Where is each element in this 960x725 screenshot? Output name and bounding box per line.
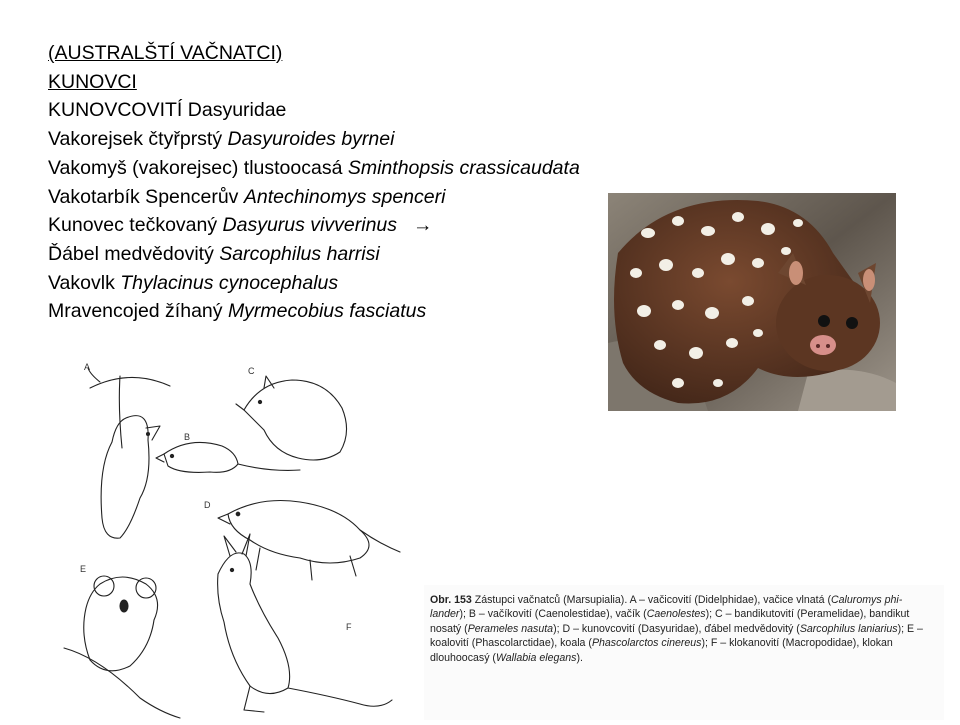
species-latin-name: Dasyuroides byrnei (227, 128, 395, 151)
caption-latin: Wallabia elegans (495, 651, 577, 664)
marsupial-line-art (60, 348, 422, 720)
species-czech-name: Vakotarbík Spencerův (48, 185, 239, 208)
quoll-photo (608, 193, 896, 411)
heading-australian-marsupials: (AUSTRALŠTÍ VAČNATCI) (48, 42, 283, 64)
species-latin-name: Antechinomys spenceri (243, 185, 446, 208)
caption-latin: Caenolestes (646, 608, 706, 621)
species-czech-name: Vakorejsek čtyřprstý (48, 128, 223, 151)
marsupial-drawings (60, 348, 422, 720)
species-item (48, 269, 580, 298)
species-latin-name: Thylacinus cynocephalus (120, 271, 339, 294)
species-czech-name: Kunovec tečkovaný (48, 214, 218, 237)
drawing-label-e: E (80, 564, 87, 574)
species-item (48, 154, 580, 183)
species-czech-name: Mravencojed žíhaný (48, 300, 223, 323)
species-item (48, 125, 580, 154)
species-item (48, 211, 580, 240)
figure-caption (430, 593, 936, 665)
drawing-label-a: A (84, 362, 91, 372)
drawing-label-c: C (248, 366, 255, 376)
caption-text: ); B – vačíkovití (Caenolestidae), vačík ( (459, 608, 647, 621)
species-item (48, 297, 580, 326)
caption-text: ); C – bandikutovití (Peramelidae), bandikut nosatý ( (430, 608, 910, 635)
arrow-icon: → (413, 214, 433, 237)
caption-text: ); F – klokanovití (Macropodidae), klokan dlouhoocasý ( (430, 637, 893, 664)
caption-latin: Phascolarctos cinereus (591, 637, 702, 650)
caption-latin: Perameles nasuta (467, 622, 554, 635)
caption-text: Zástupci vačnatců (Marsupialia). A – vačicovití (Didelphidae), vačice vlnatá ( (474, 594, 831, 606)
species-latin-name: Sarcophilus harrisi (219, 242, 380, 265)
heading-dasyuridae: KUNOVCOVITÍ Dasyuridae (48, 99, 287, 122)
quoll-photo-drawing (608, 193, 896, 411)
species-czech-name: Vakomyš (vakorejsec) tlustoocasá (48, 156, 343, 179)
caption-latin: Caluromys phi-lander (430, 594, 903, 621)
species-latin-name: Myrmecobius fasciatus (227, 300, 427, 323)
species-item (48, 240, 580, 269)
drawing-label-d: D (204, 500, 211, 510)
species-czech-name: Ďábel medvědovitý (48, 242, 214, 265)
caption-latin: Sarcophilus laniarius (799, 622, 898, 635)
species-czech-name: Vakovlk (48, 271, 115, 294)
species-item (48, 183, 580, 212)
drawing-label-f: F (346, 622, 352, 632)
caption-label: Obr. 153 (430, 594, 472, 606)
caption-text: ); E – koalovití (Phascolarctidae), koala ( (430, 622, 923, 650)
species-list (48, 39, 580, 326)
heading-kunovci: KUNOVCI (48, 70, 137, 93)
species-latin-name: Sminthopsis crassicaudata (347, 156, 580, 179)
figure-caption-box (424, 585, 944, 720)
drawing-label-b: B (184, 432, 191, 442)
caption-text: ); D – kunovcovití (Dasyuridae), ďábel medvědovitý ( (553, 622, 800, 635)
caption-text: ). (576, 651, 583, 664)
species-latin-name: Dasyurus vivverinus (222, 214, 398, 237)
